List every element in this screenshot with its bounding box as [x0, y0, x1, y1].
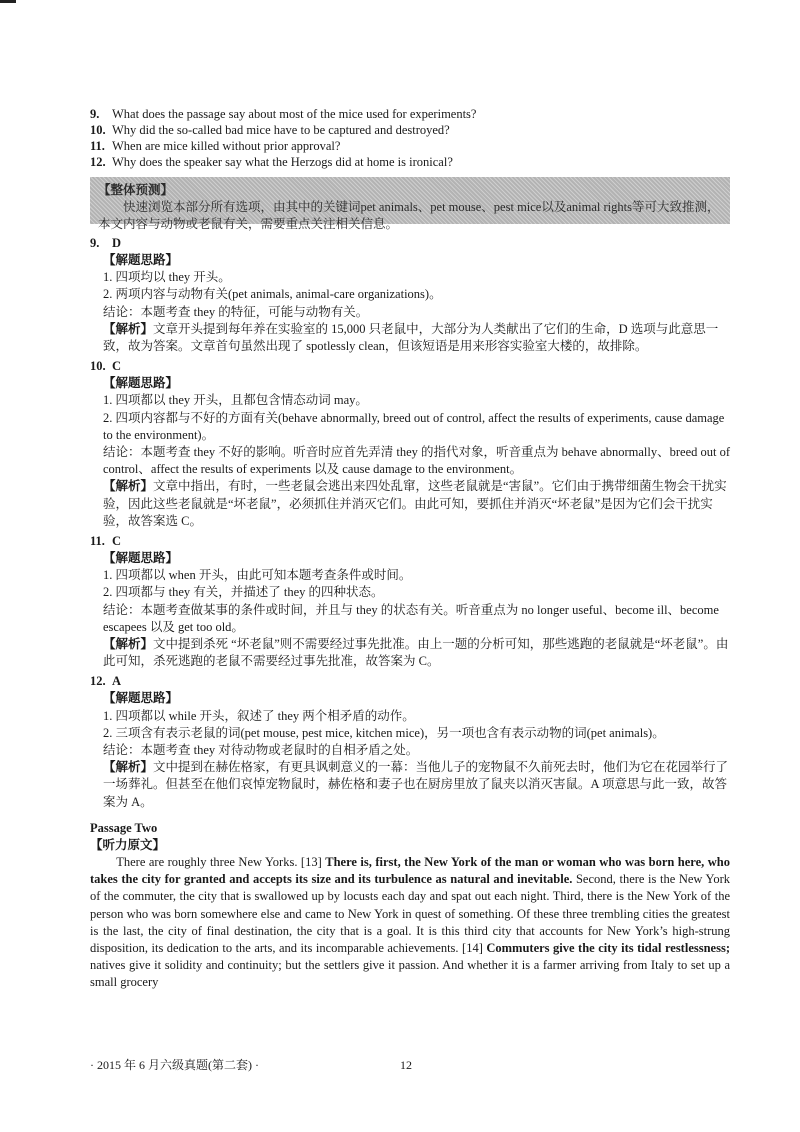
explanation-line: [103, 636, 730, 670]
explanation-line: [103, 742, 730, 759]
answer-letter: C: [112, 534, 122, 549]
answer-explanation: [90, 252, 730, 355]
answer-explanation: [90, 375, 730, 530]
explanation-tag: 【解题思路】: [103, 253, 179, 267]
question-item: [90, 154, 730, 170]
explanation-line: [103, 584, 730, 601]
answer-number: 11.: [90, 534, 105, 549]
explanation-text: 1. 四项都以 while 开头，叙述了 they 两个相矛盾的动作。: [103, 708, 415, 723]
answer-number: 9.: [90, 236, 100, 250]
answer-number: 12.: [90, 674, 106, 689]
answer-letter: D: [112, 236, 122, 250]
explanation-text: 文章开头提到每年养在实验室的 15,000 只老鼠中，大部分为人类献出了它们的生命，D 选项与此意思一致，故为答案。文章首句虽然出现了 spotlessly clean，但该短语是用来形容实验室大楼的，故排除。: [103, 321, 719, 354]
explanation-line: [103, 304, 730, 321]
explanation-line: [103, 602, 730, 636]
explanation-line: [103, 478, 730, 530]
answer-key-sentence: Commuters give the city its tidal restlessness;: [486, 940, 730, 955]
explanation-tag: 【解题思路】: [103, 691, 179, 706]
explanation-line: [103, 444, 730, 478]
explanation-text: 2. 三项含有表示老鼠的词(pet mouse, pest mice, kitchen mice)，另一项也含有表示动物的词(pet animals)。: [103, 725, 665, 740]
question-number: 12.: [90, 155, 106, 169]
corner-mark: [0, 0, 16, 3]
explanation-text: 1. 四项都以 they 开头，且都包含情态动词 may。: [103, 393, 368, 408]
answer-list: [90, 234, 730, 811]
explanation-text: 2. 两项内容与动物有关(pet animals, animal-care organizations)。: [103, 287, 442, 302]
overview-box: [90, 177, 730, 231]
explanation-tag: 【解析】: [103, 321, 154, 336]
question-number: 9.: [90, 107, 100, 121]
explanation-line: [103, 375, 730, 392]
answer-key-sentence: There is, first, the New York of the man or woman who was born here, who takes the city for granted and accepts its size and its turbulence as natural and inevitable.: [90, 854, 730, 887]
answer-heading: [90, 672, 730, 690]
passage-paragraph: [90, 854, 730, 992]
answer-number: 10.: [90, 359, 106, 374]
listening-script-tag: 【听力原文】: [90, 837, 166, 852]
explanation-line: [103, 708, 730, 725]
question-number: 11.: [90, 139, 105, 153]
explanation-text: 2. 四项都与 they 有关，并描述了 they 的四种状态。: [103, 585, 384, 600]
footer-source: · 2015 年 6 月六级真题(第二套) ·: [90, 1058, 259, 1072]
explanation-line: [103, 550, 730, 567]
explanation-line: [103, 252, 730, 269]
explanation-tag: 【解析】: [103, 637, 154, 652]
question-text: Why does the speaker say what the Herzogs did at home is ironical?: [112, 155, 453, 169]
explanation-text: 结论：本题考查做某事的条件或时间，并且与 they 的状态有关。听音重点为 no longer useful、become ill、become escapees 以及 get too old。: [103, 602, 719, 634]
answer-block: [90, 357, 730, 530]
answer-block: [90, 234, 730, 355]
answer-heading: [90, 234, 730, 252]
explanation-text: 1. 四项均以 they 开头。: [103, 270, 231, 285]
overview-title: 【整体预测】: [98, 183, 174, 197]
explanation-text: 文中提到杀死 “坏老鼠”则不需要经过事先批准。由上一题的分析可知，那些逃跑的老鼠就是“坏老鼠”。由此可知，杀死逃跑的老鼠不需要经过事先批准，故答案为 C。: [103, 637, 729, 669]
answer-explanation: [90, 690, 730, 810]
explanation-text: 结论：本题考查 they 的特征，可能与动物有关。: [103, 304, 369, 319]
question-item: [90, 122, 730, 138]
explanation-line: [103, 286, 730, 303]
passage-title: Passage Two: [90, 820, 158, 835]
question-text: What does the passage say about most of the mice used for experiments?: [112, 107, 477, 121]
question-item: [90, 138, 730, 154]
explanation-tag: 【解析】: [103, 760, 154, 775]
page-number: 12: [400, 1058, 412, 1072]
answer-heading: [90, 357, 730, 375]
explanation-line: [103, 725, 730, 742]
explanation-text: 文中提到在赫佐格家，有更具讽刺意义的一幕：当他儿子的宠物鼠不久前死去时，他们为它在花园举行了一场葬礼。但甚至在他们哀悼宠物鼠时，赫佐格和妻子也在厨房里放了鼠夹以消灭害鼠。A 项意思与此一致，故答案为 A。: [103, 760, 729, 809]
question-list: [90, 106, 730, 170]
explanation-line: [103, 567, 730, 584]
answer-explanation: [90, 550, 730, 670]
explanation-text: 文章中指出，有时，一些老鼠会逃出来四处乱窜，这些老鼠就是“害鼠”。它们由于携带细菌生物会干扰实验，因此这些老鼠就是“坏老鼠”，必须抓住并消灭它们。由此可知，要抓住并消灭“坏老鼠”是因为它们会干扰实验，故答案选 C。: [103, 479, 727, 528]
question-item: [90, 106, 730, 122]
passage-text: Second, there is the New York of the commuter, the city that is swallowed up by locusts each day and spat out each night. Third, there is the New York of the person who was born somewhere else and came to New York in quest of something. Of these three trembling cities the greatest is the last, the city of final destination, the city that is a goal. It is this third city that accounts for New York’s high-strung disposition, its dedication to the arts, and its incomparable achievements. [14]: [90, 872, 730, 955]
answer-block: [90, 672, 730, 810]
explanation-tag: 【解题思路】: [103, 376, 179, 391]
explanation-line: [103, 410, 730, 444]
explanation-line: [103, 392, 730, 409]
answer-letter: A: [112, 674, 122, 689]
explanation-text: 2. 四项内容都与不好的方面有关(behave abnormally, breed out of control, affect the results of experiments, cause damage to the environment)。: [103, 410, 725, 442]
page-content: [90, 106, 730, 992]
answer-block: [90, 532, 730, 670]
question-text: When are mice killed without prior approval?: [112, 139, 341, 153]
overview-text: 快速浏览本部分所有选项，由其中的关键词pet animals、pet mouse、pest mice以及animal rights等可大致推测，本文内容与动物或老鼠有关，需要重点关注相关信息。: [98, 200, 720, 231]
explanation-line: [103, 321, 730, 355]
explanation-text: 1. 四项都以 when 开头，由此可知本题考查条件或时间。: [103, 568, 412, 583]
question-text: Why did the so-called bad mice have to be captured and destroyed?: [112, 123, 450, 137]
passage-text: There are roughly three New Yorks. [13]: [116, 854, 326, 869]
answer-heading: [90, 532, 730, 550]
answer-letter: C: [112, 359, 122, 374]
explanation-tag: 【解题思路】: [103, 551, 179, 566]
explanation-line: [103, 269, 730, 286]
explanation-text: 结论：本题考查 they 对待动物或老鼠时的自相矛盾之处。: [103, 743, 419, 758]
passage-text: natives give it solidity and continuity; but the settlers give it passion. And whether it is a farmer arriving from Italy to set up a small grocery: [90, 958, 730, 990]
explanation-text: 结论：本题考查 they 不好的影响。听音时应首先弄清 they 的指代对象，听音重点为 behave abnormally、breed out of control、affect the results of experiments 以及 cause damage to the environment。: [103, 445, 731, 477]
question-number: 10.: [90, 123, 106, 137]
explanation-tag: 【解析】: [103, 479, 154, 494]
explanation-line: [103, 690, 730, 707]
explanation-line: [103, 759, 730, 811]
